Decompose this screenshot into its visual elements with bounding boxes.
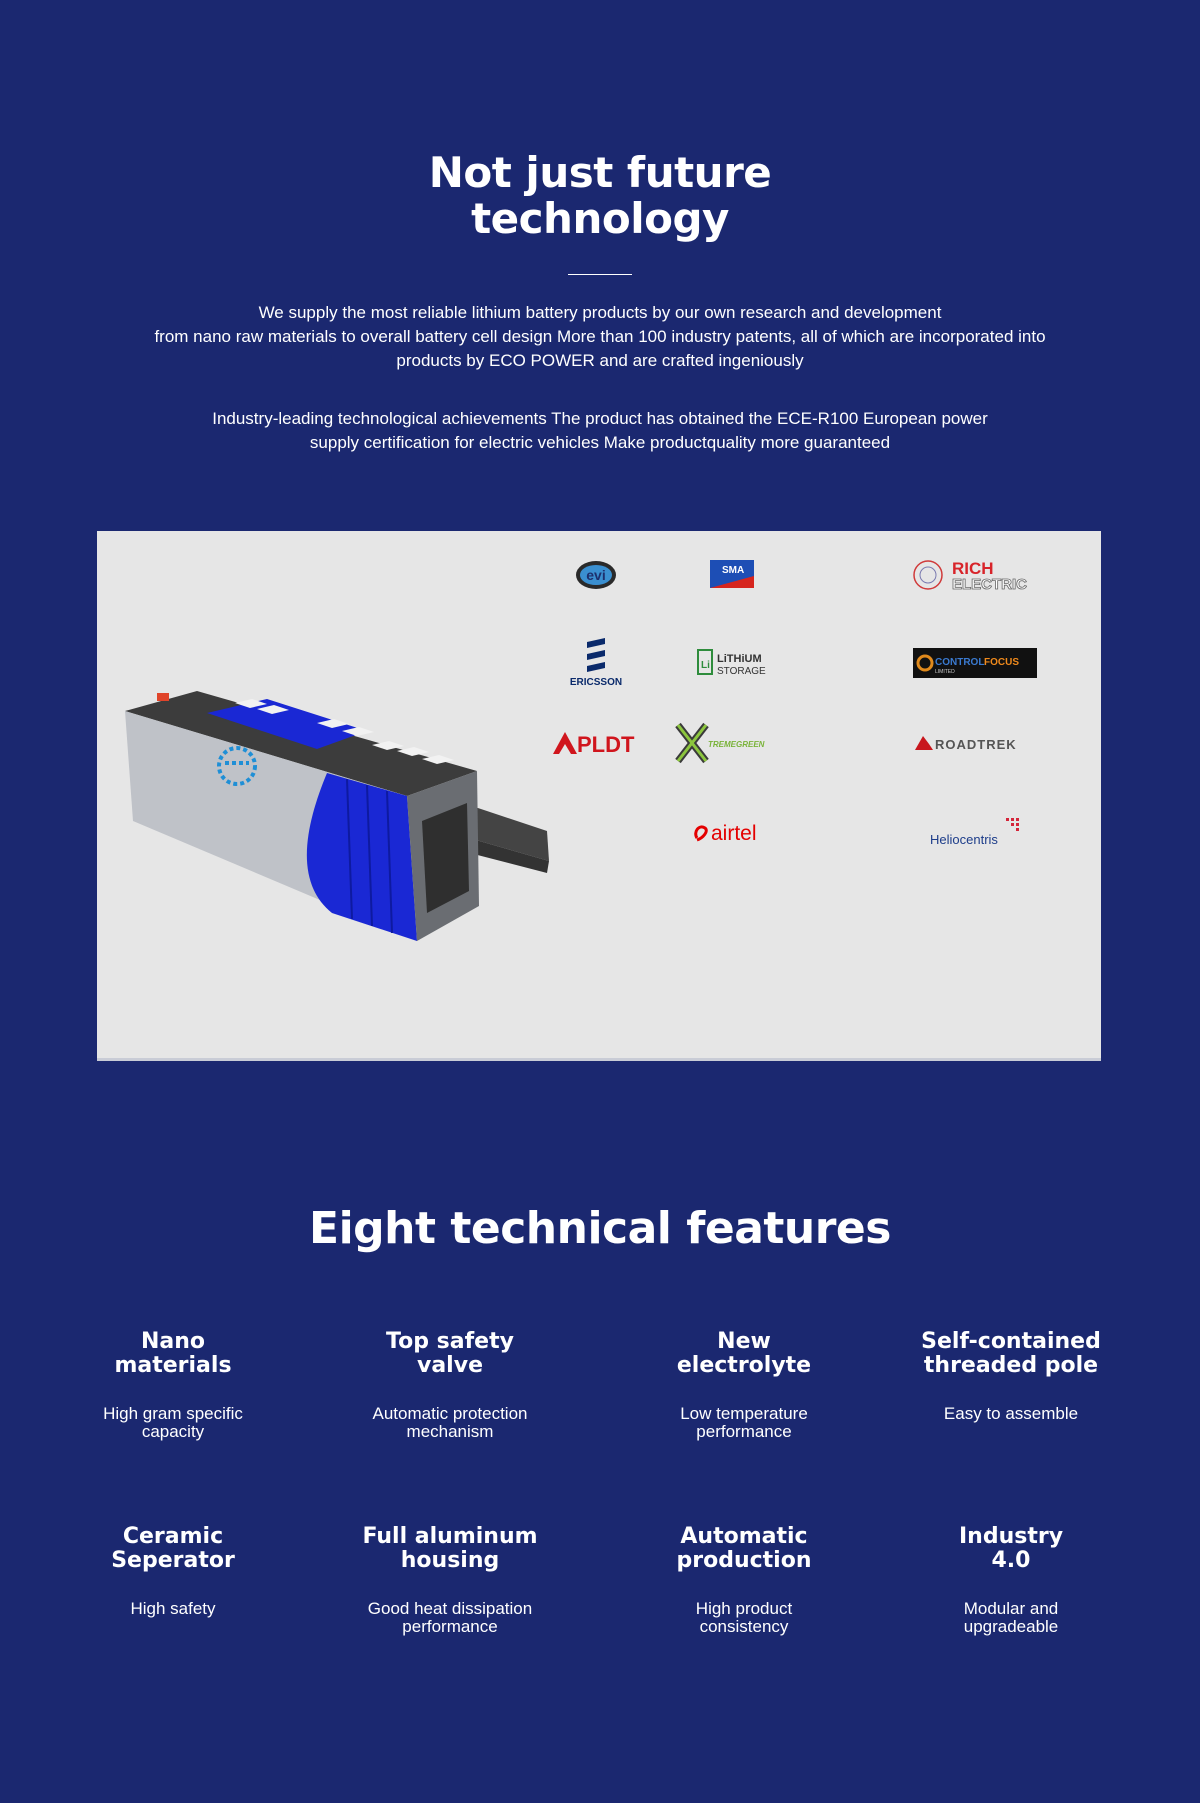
- lithium-storage-logo-icon: [696, 646, 776, 680]
- hero-divider: [568, 274, 632, 275]
- intro-line: from nano raw materials to overall battery cell design More than 100 industry patents, all of which are incorporated into: [154, 327, 1046, 346]
- feature-description: High gram specific capacity: [103, 1404, 243, 1441]
- feature-card: [624, 1330, 864, 1441]
- logo-airtel: [666, 811, 806, 855]
- airtel-logo-icon: [691, 818, 781, 848]
- logo-heliocentris: [905, 811, 1045, 855]
- logo-evi: [526, 553, 666, 597]
- control-focus-logo-icon: [913, 648, 1037, 678]
- intro-paragraph: [100, 301, 1100, 373]
- lithium-logo-text: LiTHiUM: [717, 653, 762, 665]
- hero-title: [0, 150, 1200, 242]
- ericsson-logo-text: ERICSSON: [569, 677, 623, 688]
- feature-description: Good heat dissipation performance: [367, 1599, 533, 1636]
- feature-title: Self-contained threaded pole: [921, 1329, 1101, 1378]
- xtremegreen-logo-icon: [672, 721, 792, 765]
- hero-title-line1: Not just future: [428, 148, 772, 197]
- control-logo-text: CONTROL: [935, 657, 985, 668]
- intro-line: We supply the most reliable lithium battery products by our own research and development: [258, 303, 942, 322]
- airtel-logo-text: airtel: [711, 822, 757, 845]
- hero-title-line2: technology: [471, 194, 729, 243]
- pldt-logo-text: PLDT: [577, 732, 635, 757]
- feature-card: [53, 1330, 293, 1441]
- feature-card: [624, 1525, 864, 1636]
- sma-logo-icon: [708, 558, 756, 592]
- feature-description: Low temperature performance: [680, 1404, 808, 1441]
- feature-title: Automatic production: [676, 1524, 812, 1573]
- feature-description: Easy to assemble: [943, 1404, 1079, 1423]
- evi-logo-text: evi: [586, 567, 606, 583]
- roadtrek-logo-icon: [913, 730, 1037, 756]
- feature-title: Top safety valve: [386, 1329, 514, 1378]
- feature-description: Modular and upgradeable: [963, 1599, 1059, 1636]
- roadtrek-logo-text: ROADTREK: [935, 737, 1017, 752]
- electric-logo-text: ELECTRIC: [952, 576, 1027, 593]
- certification-line: supply certification for electric vehicles Make productquality more guaranteed: [309, 433, 891, 452]
- feature-title: Ceramic Seperator: [111, 1524, 235, 1573]
- focus-logo-text: FOCUS: [984, 657, 1019, 668]
- feature-description: High product consistency: [695, 1599, 793, 1636]
- logo-control-focus: [905, 641, 1045, 685]
- logo-xtremegreen: [662, 721, 802, 765]
- logo-pldt: [526, 721, 666, 765]
- feature-card: [891, 1525, 1131, 1636]
- xtremegreen-logo-text: TREMEGREEN: [708, 740, 765, 749]
- feature-card: [330, 1330, 570, 1441]
- logo-lithium-storage: [666, 641, 806, 685]
- storage-logo-text: STORAGE: [717, 666, 766, 677]
- feature-card: [53, 1525, 293, 1618]
- feature-card: [891, 1330, 1131, 1423]
- logo-sma: [662, 553, 802, 597]
- evi-logo-icon: [574, 558, 618, 592]
- logo-roadtrek: [905, 721, 1045, 765]
- feature-description: High safety: [130, 1599, 216, 1618]
- pldt-logo-icon: [551, 726, 641, 760]
- certification-paragraph: [100, 407, 1100, 455]
- intro-line: products by ECO POWER and are crafted ingeniously: [396, 351, 804, 370]
- features-title: Eight technical features: [309, 1203, 891, 1254]
- feature-description: Automatic protection mechanism: [372, 1404, 528, 1441]
- sma-logo-text: SMA: [722, 565, 745, 576]
- ericsson-logo-icon: [561, 638, 631, 688]
- logo-rich-electric: [905, 553, 1045, 597]
- heliocentris-logo-icon: [920, 816, 1030, 850]
- feature-title: New electrolyte: [676, 1329, 812, 1378]
- feature-card: [330, 1525, 570, 1636]
- certification-line: Industry-leading technological achievements The product has obtained the ECE-R100 European power: [212, 409, 988, 428]
- feature-title: Industry 4.0: [958, 1524, 1064, 1573]
- battery-module-image: [117, 651, 557, 951]
- rich-electric-logo-icon: [910, 555, 1040, 595]
- heliocentris-logo-text: Heliocentris: [930, 832, 998, 847]
- svg-text:Li: Li: [701, 660, 710, 671]
- limited-logo-text: LIMITED: [935, 669, 955, 675]
- feature-title: Nano materials: [114, 1329, 232, 1378]
- product-showcase: [97, 531, 1101, 1061]
- rich-logo-text: RICH: [952, 559, 994, 578]
- feature-title: Full aluminum housing: [362, 1524, 538, 1573]
- logo-ericsson: [526, 641, 666, 688]
